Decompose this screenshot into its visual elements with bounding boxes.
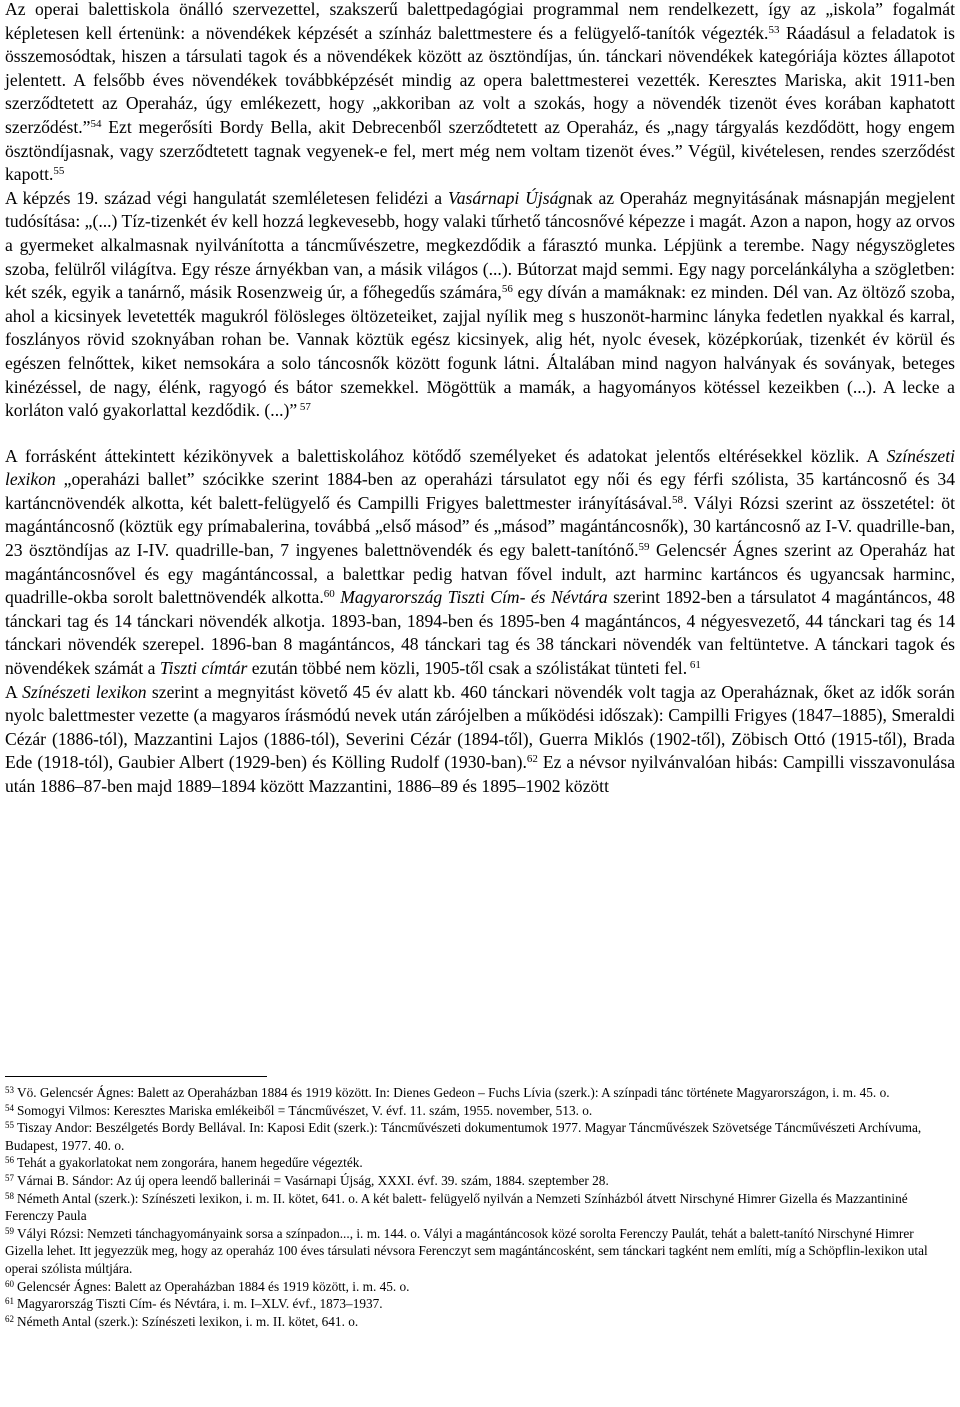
paragraph — [5, 681, 955, 799]
footnote-ref: 55 — [53, 165, 65, 178]
footnote-text: Németh Antal (szerk.): Színészeti lexikon, i. m. II. kötet, 641. o. — [17, 1313, 359, 1329]
footnote — [5, 1313, 955, 1331]
footnote-text: Somogyi Vilmos: Keresztes Mariska emlékeiből = Táncművészet, V. évf. 11. szám, 1955. november, 513. o. — [17, 1102, 593, 1118]
paragraph — [5, 0, 955, 187]
text-run: szerint 1892-ben a társulatot 4 magántáncos, 48 tánckari tag és 14 tánckari növendék alkotja. 1893-ban, 1894-ben és 1895-ben 4 magántáncos, 4 négyesvezető, 44 tánckari tag és 14 tánckari növendék szerepel. 1896-ban 8 magántáncos, 48 tánckari tag és 38 tánckari növendék van feltüntetve. A tánckari tagok és növendékek számát a — [5, 587, 956, 679]
footnote-number: 54 — [5, 1102, 14, 1113]
footnote-number: 53 — [5, 1085, 14, 1095]
body-text — [5, 0, 955, 799]
text-run: egy díván a mamáknak: ez minden. Dél van. Az öltöző szoba, ahol a kicsinyek levetették magukról fölösleges öltözeteiket, zajjal nyílik meg s huszonöt-harminc lányka fedetlen nyakkal és karral, foszlányos rövid szoknyában rohan be. Vannak köztük egész kicsinyek, alig hét, nyolc évesek, középkorúak, tizenkét év körül és egészen felnőttek, kiket nemsokára a solo táncosnők között fogunk látni. Általában mind nagyon halványak és soványak, beteges kinézéssel, de nagy, élénk, ragyogó és bátor szemekkel. Mögöttük a mamák, a hagyományos kötéssel kezeikben (...). A lecke a korláton való gyakorlattal kezdődik. (...)” — [5, 282, 955, 421]
text-run: Ezt megerősíti Bordy Bella, akit Debrecenből szerződtetett az Operaház, és „nagy tárgyalás kezdődött, hogy engem ösztöndíjasnak, vagy szerződtetett tagnak vegyenek-e fel, mert még nem voltam tizenöt éves.” Végül, kivételesen, rendes szerződést kapott. — [5, 116, 955, 185]
footnote-text: Tiszay Andor: Beszélgetés Bordy Bellával. In: Kaposi Edit (szerk.): Táncművészeti dokumentumok 1977. Magyar Táncművészek Szövetsége Táncművészeti Archívuma, Budapest, 1977. 40. o. — [5, 1120, 922, 1153]
footnotes — [5, 1084, 955, 1330]
footnote-ref: 53 — [768, 23, 780, 36]
footnote-number: 57 — [5, 1172, 14, 1183]
text-run: A képzés 19. század végi hangulatát szemléletesen felidézi a — [5, 187, 448, 208]
footnote-text: Tehát a gyakorlatokat nem zongorára, hanem hegedűre végezték. — [17, 1155, 363, 1171]
italic-title: Vasárnapi Újság — [447, 187, 568, 208]
footnote-text: Gelencsér Ágnes: Balett az Operaházban 1884 és 1919 között, i. m. 45. o. — [17, 1278, 410, 1294]
footnote-number: 56 — [5, 1155, 14, 1166]
footnote-text: Németh Antal (szerk.): Színészeti lexikon, i. m. II. kötet, 641. o. A két balett- felügyelő nyilván a Nemzeti Színházból átvett Nirschyné Himrer Gizella és Mazzantininé Ferenczy Paula — [5, 1190, 908, 1224]
footnote-separator — [5, 1076, 267, 1077]
footnote-ref: 59 — [638, 541, 650, 554]
footnote-number: 58 — [5, 1190, 14, 1201]
text-run: szerint a megnyitást követő 45 év alatt kb. 460 tánckari növendék volt tagja az Operaháznak, őket az idők során nyolc balettmester vezette (a magyaros írásmódú nevek után zárójelben a működési időszak): Campilli Frigyes (1847–1885), Smeraldi Cézár (1886-tól), Mazzantini Lajos (1886-tól), Severini Cézár (1894-től), Guerra Miklós (1902-től), Zöbisch Ottó (1915-től), Brada Ede (1918-tól), Gaubier Albert (1929-ben) és Kölling Rudolf (1930-ban). — [5, 681, 955, 773]
italic-title: Színészeti lexikon — [22, 681, 147, 702]
text-run: A forrásként áttekintett kézikönyvek a balettiskolához kötődő személyeket és adatokat jelentős eltérésekkel közlik. A — [5, 445, 887, 466]
text-run: nak az Operaház megnyitásának másnapján megjelent tudósítása: „(...) Tíz-tizenkét év kell hozzá legkevesebb, hogy valaki tűrhető táncosnővé képezze i magát. Azon a napon, hogy az orvos a gyermeket alkalmasnak nyilvánította a táncművészetre, megkezdődik a fárasztó munka. Lépjünk a terembe. Nagy négyszögletes szoba, felülről világítva. Egy része árnyékban van, a másik világos (...). Bútorzat majd semmi. Egy nagy porcelánkályha a szögletben: két szék, egyik a tanárnő, másik Rosenzweig úr, a főhegedűs számára, — [5, 187, 955, 303]
footnote — [5, 1278, 955, 1296]
footnote — [5, 1084, 955, 1102]
text-run: . Vályi Rózsi szerint az összetétel: öt magántáncosnő (köztük egy prímabalerina, továbbá „első másod” és „másod” magántáncosnők), 30 kartáncosnő az I-V. quadrille-ban, 23 ösztöndíjas az I-IV. quadrille-ban, 7 ingyenes balettnövendék és egy balett-tanítónő. — [5, 492, 955, 561]
footnote-number: 59 — [5, 1225, 14, 1236]
paragraph — [5, 445, 955, 681]
footnote-ref: 60 — [323, 588, 335, 601]
italic-title: Színészeti lexikon — [5, 445, 955, 490]
footnote — [5, 1295, 955, 1313]
footnote-number: 60 — [5, 1278, 14, 1289]
footnote-number: 62 — [5, 1313, 14, 1324]
text-run: Ez a névsor nyilvánvalóan hibás: Campilli visszavonulása után 1886–87-ben majd 1889–1894 között Mazzantini, 1886–89 és 1895–1902 között — [5, 752, 956, 796]
footnote-text: Várnai B. Sándor: Az új opera leendő ballerinái = Vasárnapi Újság, XXXI. évf. 39. szám, 1884. szeptember 28. — [17, 1172, 609, 1188]
footnote — [5, 1154, 955, 1172]
footnote — [5, 1190, 955, 1225]
footnote-ref: 54 — [90, 117, 102, 130]
text-run: Az operai balettiskola önálló szervezettel, szakszerű balettpedagógiai programmal nem rendelkezett, így az „iskola” fogalmát képletesen kell értenünk: a növendékek képzését a színház balettmestere és a felügyelő-tanítók végezték. — [5, 0, 955, 43]
text-run: ezután többé nem közli, 1905-től csak a szólistákat tünteti fel. — [247, 658, 688, 679]
footnote-ref: 56 — [501, 283, 513, 296]
footnote-ref: 62 — [526, 753, 538, 766]
footnote-number: 55 — [5, 1120, 14, 1131]
footnote-text: Vö. Gelencsér Ágnes: Balett az Operaházban 1884 és 1919 között. In: Dienes Gedeon – Fuchs Lívia (szerk.): A színpadi tánc története Magyarországon, i. m. 45. o. — [17, 1085, 890, 1100]
footnote-text: Vályi Rózsi: Nemzeti tánchagyományaink sorsa a színpadon..., i. m. 144. o. Vályi a magántáncosok közé sorolta Ferenczy Paulát, tehát a balett-tanító Nirschyné Himrer Gizella lehet. Itt jegyezzük meg, hogy az operaház 100 éves társulati névsora Ferenczyt sem magántáncosként, sem tánckari tagként nem említi, míg a Schöpflin-lexikon utal operai szólista múltjára. — [5, 1225, 928, 1276]
text-run: Ráadásul a feladatok is összemosódtak, hiszen a társulati tagok és a növendékek között az ösztöndíjas, ún. tánckari növendékek kategóriája köztes állapotot jelentett. A felsőbb éves növendékek továbbképzését mindig az opera balettmesterei vezették. Keresztes Mariska, akit 1911-ben szerződtetett az Operaház, úgy emlékezett, hogy „akkoriban az volt a szokás, hogy a növendék tizenöt éves korában kaphatott szerződést.” — [5, 22, 955, 137]
footnote — [5, 1225, 955, 1278]
footnote — [5, 1102, 955, 1120]
text-run: Gelencsér Ágnes szerint az Operaház hat magántáncosnővel és egy magántáncossal, a balettkar pedig hatvan fővel indult, azt harminc kartáncos és ugyancsak harminc, quadrille-okba sorolt balettnövendék alkotta. — [5, 540, 955, 608]
text-run: A — [5, 681, 23, 702]
paragraph — [5, 187, 955, 423]
italic-title: Magyarország Tiszti Cím- és Névtára — [340, 587, 608, 608]
footnote — [5, 1119, 955, 1154]
footnote-ref: 58 — [671, 493, 683, 506]
footnote — [5, 1172, 955, 1190]
italic-title: Tiszti címtár — [159, 658, 248, 679]
footnote-number: 61 — [5, 1296, 14, 1307]
footnote-text: Magyarország Tiszti Cím- és Névtára, i. m. I–XLV. évf., 1873–1937. — [17, 1296, 383, 1312]
footnote-ref: 57 — [297, 401, 311, 414]
footnote-ref: 61 — [687, 659, 701, 672]
text-run: „operaházi ballet” szócikke szerint 1884-ben az operaházi társulatot egy női és egy férfi szólista, 35 kartáncosnő és 34 kartáncnövendék alkotta, két balett-felügyelő és Campilli Frigyes balettmester irányításával. — [5, 469, 955, 513]
